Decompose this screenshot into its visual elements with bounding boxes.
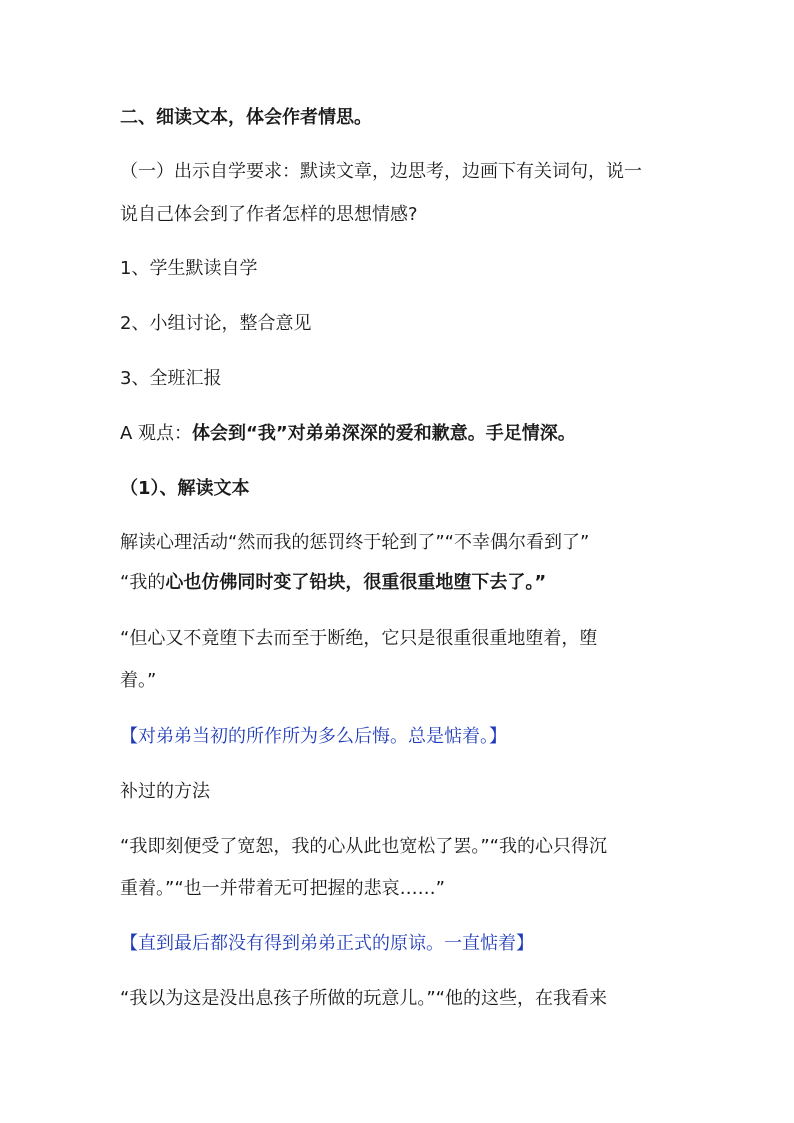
sub-heading: （1）、解读文本 <box>120 478 250 499</box>
heart-line-1: “但心又不竟堕下去而至于断绝，它只是很重很重地堕着，堕 <box>120 628 598 649</box>
last-line: “我以为这是没出息孩子所做的玩意儿。”“他的这些，在我看来 <box>120 988 607 1009</box>
step-1: 1、学生默读自学 <box>120 258 258 279</box>
requirement-line-1: （一）出示自学要求：默读文章，边思考，边画下有关词句，说一 <box>120 161 642 182</box>
step-2: 2、小组讨论，整合意见 <box>120 313 312 334</box>
requirement-line-2: 说自己体会到了作者怎样的思想情感? <box>120 204 418 225</box>
note-forgiveness: 【直到最后都没有得到弟弟正式的原谅。一直惦着】 <box>120 933 534 954</box>
view-a-text: 体会到“我”对弟弟深深的爱和歉意。手足情深。 <box>192 423 576 444</box>
psych-line-2 <box>120 570 546 596</box>
psych-line-2-start: “我的 <box>120 572 166 593</box>
psych-line-2-bold: 心也仿佛同时变了铅块，很重很重地堕下去了。” <box>165 572 547 593</box>
quote-line-2: 重着。”“也一并带着无可把握的悲哀……” <box>120 878 445 899</box>
psych-line-1: 解读心理活动“然而我的惩罚终于轮到了”“不幸偶尔看到了” <box>120 532 590 553</box>
quote-line-1: “我即刻便受了宽恕，我的心从此也宽松了罢。”“我的心只得沉 <box>120 836 607 857</box>
step-3: 3、全班汇报 <box>120 368 222 389</box>
section-heading: 二、细读文本，体会作者情思。 <box>120 107 372 128</box>
heart-line-2: 着。” <box>120 670 157 691</box>
note-regret: 【对弟弟当初的所作所为多么后悔。总是惦着。】 <box>120 726 507 747</box>
view-a-line <box>120 421 576 447</box>
view-a-prefix: A 观点： <box>120 423 193 444</box>
method-label: 补过的方法 <box>120 781 210 802</box>
